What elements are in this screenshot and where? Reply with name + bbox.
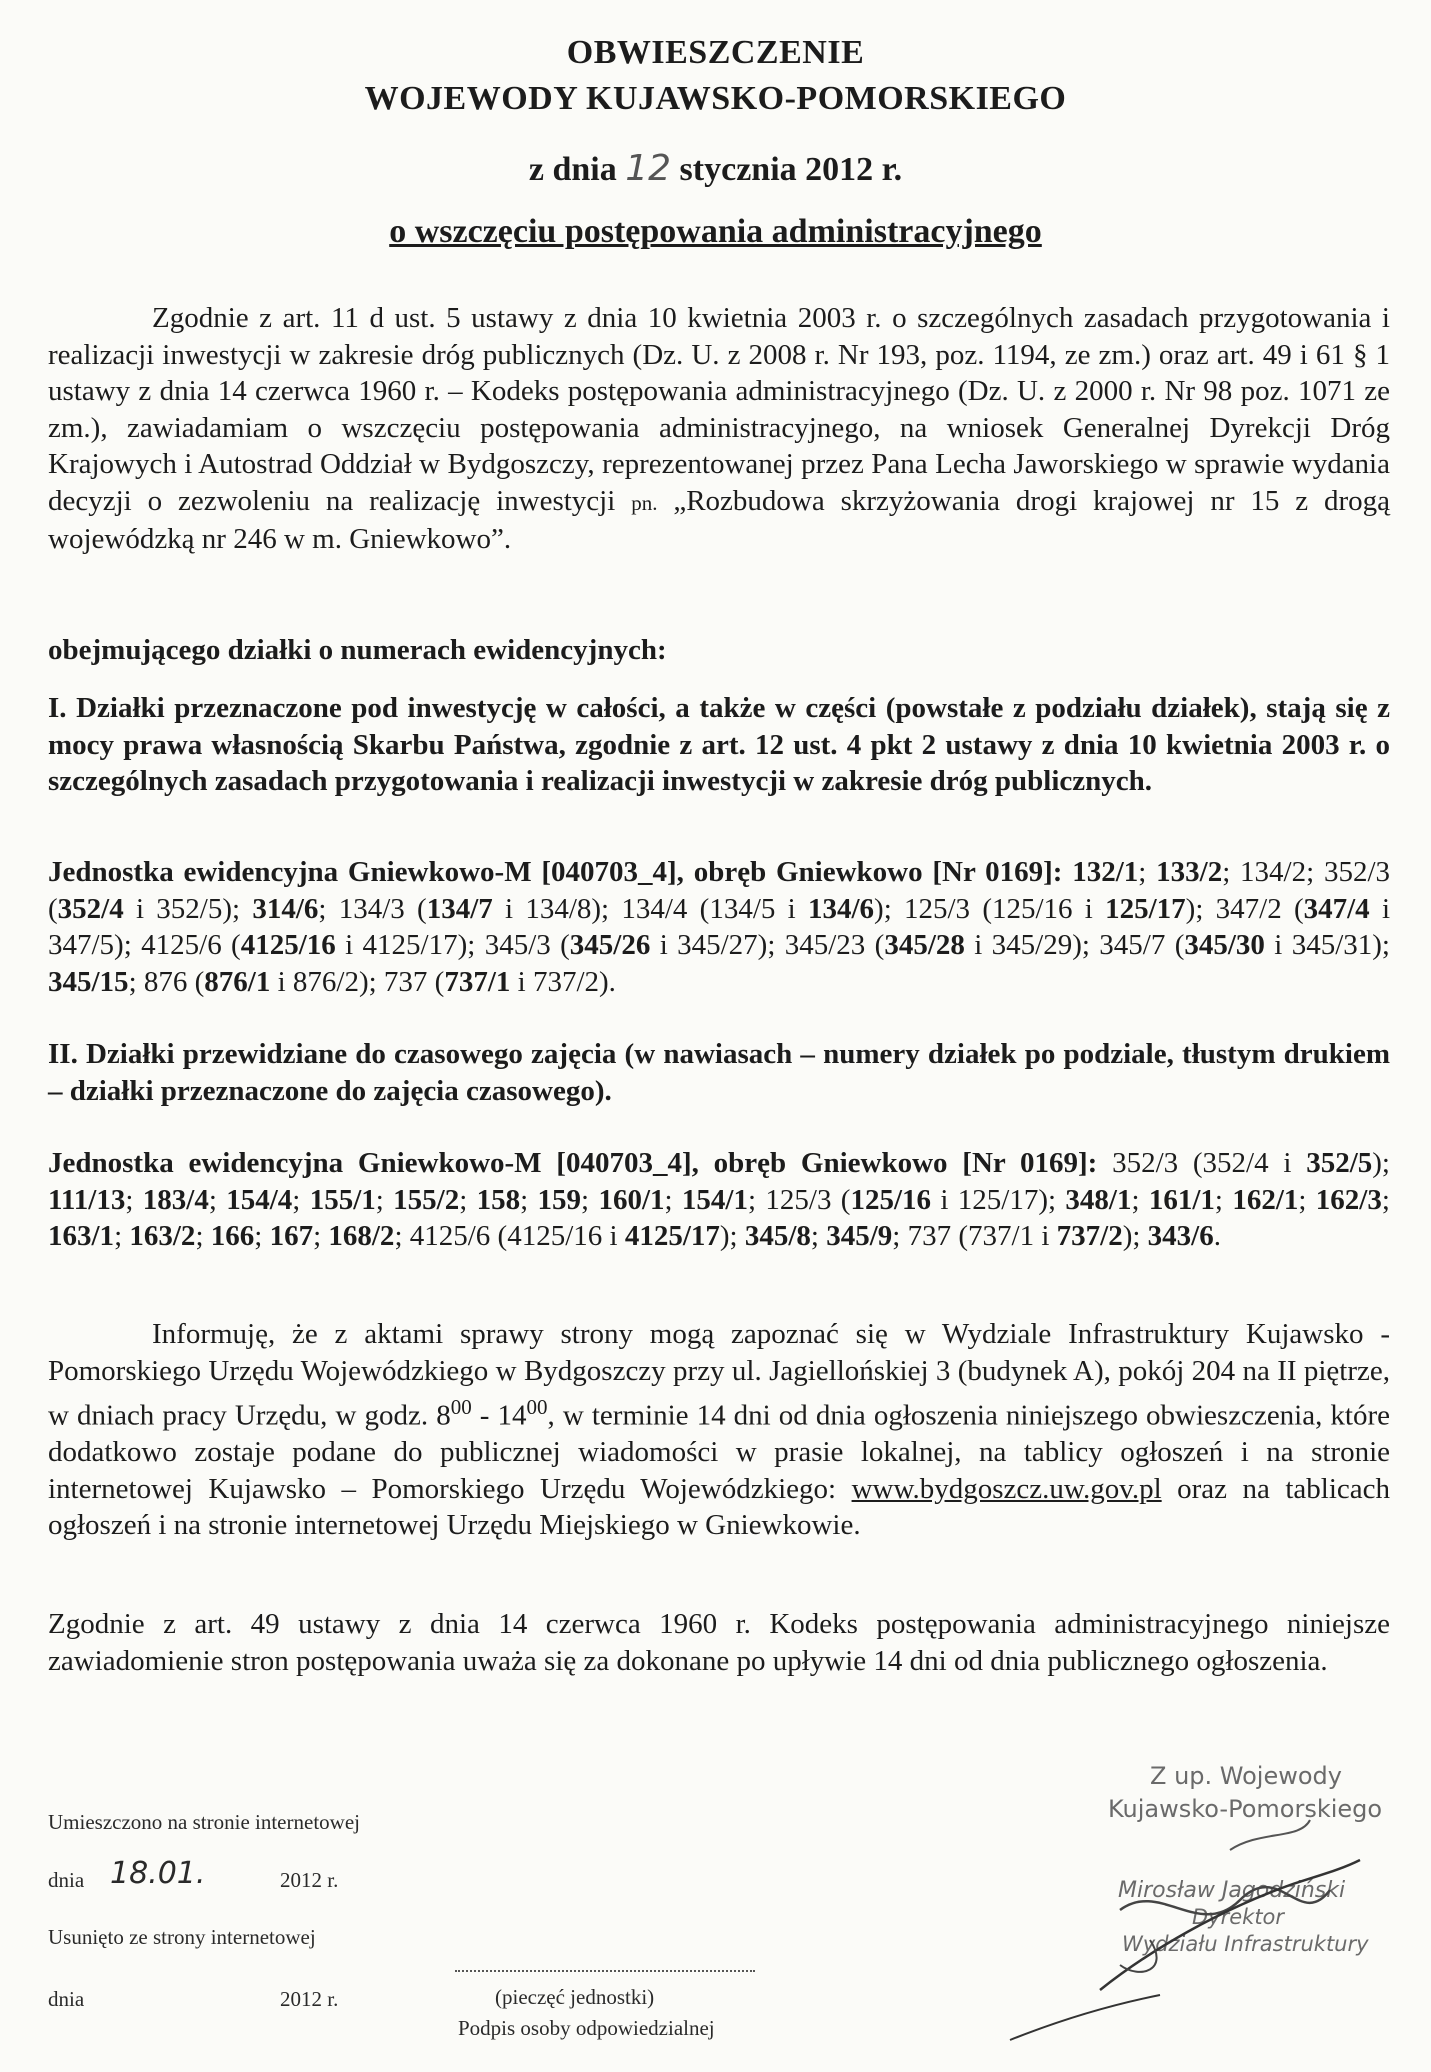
- parcel-text-fragment: );: [1372, 1147, 1390, 1179]
- parcel-text-fragment: i 345/27); 345/23 (: [650, 929, 885, 961]
- parcel-text-fragment: ;: [459, 1183, 477, 1216]
- parcel-text-fragment: Jednostka ewidencyjna Gniewkowo-M [040703_4], obręb Gniewkowo [Nr 0169]:: [48, 1147, 1098, 1179]
- handwritten-signature: [1000, 1790, 1400, 2050]
- placed-year: 2012 r.: [280, 1868, 339, 1892]
- parcel-text-fragment: ; 134/3 (: [318, 892, 427, 925]
- parcel-text-fragment: ;: [1138, 856, 1157, 888]
- parcel-text-fragment: ); 125/3 (125/16 i: [874, 892, 1106, 925]
- parcel-text-fragment: i 876/2); 737 (: [270, 965, 445, 998]
- signature-dotted-line: [455, 1970, 755, 1972]
- parcel-text-fragment: ; 876 (: [128, 965, 205, 998]
- placed-day-label: dnia: [48, 1868, 85, 1892]
- handwritten-day: 12: [625, 148, 672, 189]
- parcel-text-fragment: 345/30: [1184, 929, 1265, 961]
- parcel-text-fragment: ;: [1214, 1183, 1233, 1216]
- stamp-line-1: Z up. Wojewody: [1150, 1762, 1342, 1790]
- stamp-line-4: Dyrektor: [1192, 1905, 1285, 1929]
- parcel-text-fragment: 133/2: [1156, 856, 1223, 888]
- parcel-text-fragment: i 352/5);: [123, 892, 253, 925]
- parcel-text-fragment: 345/8: [744, 1220, 811, 1252]
- parcel-text-fragment: 352/4: [57, 892, 124, 925]
- parcel-text-fragment: ;: [1131, 1183, 1149, 1216]
- parcel-text-fragment: ;: [313, 1220, 329, 1252]
- removed-year: 2012 r.: [280, 1987, 339, 2011]
- section-2-heading: II. Działki przewidziane do czasowego zajęcia (w nawiasach – numery działek po podziale, tłustym drukiem – działki przeznaczone do zajęcia czasowego).: [48, 1038, 1390, 1107]
- parcel-text-fragment: 125/17: [1105, 892, 1186, 925]
- parcel-text-fragment: 4125/17: [624, 1220, 720, 1252]
- parcel-text-fragment: ; 4125/6 (4125/16 i: [394, 1220, 625, 1252]
- parcel-text-fragment: 162/1: [1232, 1183, 1299, 1216]
- parcel-text-fragment: 134/7: [426, 892, 493, 925]
- section-2-parcels: [48, 1145, 1390, 1255]
- parcel-text-fragment: 314/6: [252, 892, 319, 925]
- parcel-text-fragment: 876/1: [204, 965, 271, 998]
- parcel-text-fragment: 162/3: [1315, 1183, 1382, 1216]
- parcel-text-fragment: 168/2: [328, 1220, 395, 1252]
- parcel-text-fragment: 154/4: [226, 1183, 293, 1216]
- parcel-text-fragment: 4125/16: [240, 929, 336, 961]
- parcel-text-fragment: ;: [810, 1220, 827, 1252]
- parcel-text-fragment: 161/1: [1148, 1183, 1215, 1216]
- parcel-text-fragment: i 125/17);: [931, 1183, 1066, 1216]
- parcel-text-fragment: 134/6: [807, 892, 875, 925]
- removed-label: Usunięto ze strony internetowej: [48, 1925, 316, 1949]
- parcel-text-fragment: );: [719, 1220, 745, 1252]
- parcel-text-fragment: ; 125/3 (: [747, 1183, 851, 1216]
- parcel-text-fragment: ;: [1298, 1183, 1316, 1216]
- parcel-text-fragment: ;: [114, 1220, 130, 1252]
- parcel-text-fragment: 155/1: [309, 1183, 376, 1216]
- document-title: OBWIESZCZENIE: [566, 34, 865, 71]
- parcel-text-fragment: ;: [664, 1183, 682, 1216]
- parcel-text-fragment: 158: [476, 1183, 521, 1216]
- unit-stamp-label: (pieczęć jednostki): [495, 1985, 655, 2009]
- stamp-line-5: Wydziału Infrastruktury: [1122, 1932, 1369, 1956]
- parcel-text-fragment: 737/2: [1056, 1220, 1123, 1252]
- section-1-parcels: [48, 854, 1390, 1000]
- parcel-text-fragment: i 345/29); 345/7 (: [964, 929, 1185, 961]
- parcel-text-fragment: 347/4: [1303, 892, 1370, 925]
- parcel-text-fragment: ;: [195, 1220, 211, 1252]
- parcel-text-fragment: ;: [1381, 1183, 1390, 1216]
- placed-date-handwritten: 18.01.: [110, 1856, 206, 1891]
- website-link[interactable]: www.bydgoszcz.uw.gov.pl: [851, 1472, 1162, 1505]
- parcel-text-fragment: 343/6: [1147, 1220, 1214, 1252]
- parcel-text-fragment: ); 347/2 (: [1185, 892, 1304, 925]
- parcel-text-fragment: 163/1: [48, 1220, 115, 1252]
- issue-date: z dnia 12 stycznia 2012 r.: [528, 148, 903, 189]
- parcel-text-fragment: ;: [125, 1183, 143, 1216]
- placed-label: Umieszczono na stronie internetowej: [48, 1810, 360, 1834]
- parcel-text-fragment: );: [1122, 1220, 1148, 1252]
- parcels-heading: obejmującego działki o numerach ewidencyjnych:: [48, 634, 667, 666]
- parcel-text-fragment: 348/1: [1065, 1183, 1132, 1216]
- parcel-text-fragment: ;: [292, 1183, 310, 1216]
- final-paragraph: Zgodnie z art. 49 ustawy z dnia 14 czerwca 1960 r. Kodeks postępowania administracyjnego niniejsze zawiadomienie stron postępowania uważa się za dokonane po upływie 14 dni od dnia publicznego ogłoszenia.: [48, 1608, 1390, 1677]
- parcel-text-fragment: .: [1213, 1220, 1221, 1252]
- issuer-title: WOJEWODY KUJAWSKO-POMORSKIEGO: [364, 80, 1067, 117]
- parcel-text-fragment: 163/2: [129, 1220, 196, 1252]
- parcel-text-fragment: 737/1: [444, 965, 511, 998]
- parcel-text-fragment: ;: [520, 1183, 538, 1216]
- parcel-text-fragment: 155/2: [393, 1183, 460, 1216]
- parcel-text-fragment: 111/13: [48, 1183, 126, 1216]
- intro-paragraph: Zgodnie z art. 11 d ust. 5 ustawy z dnia 10 kwietnia 2003 r. o szczególnych zasadach przygotowania i realizacji inwestycji w zakresie dróg publicznych (Dz. U. z 2008 r. Nr 193, poz. 1194, ze zm.) oraz art. 49 i 61 § 1 ustawy z dnia 14 czerwca 1960 r. – Kodeks postępowania administracyjnego (Dz. U. z 2000 r. Nr 98 poz. 1071 ze zm.), zawiadamiam o wszczęciu postępowania administracyjnego, na wniosek Generalnej Dyrekcji Dróg Krajowych i Autostrad Oddział w Bydgoszczy, reprezentowanej przez Pana Lecha Jaworskiego w sprawie wydania decyzji o zezwoleniu na realizację inwestycji pn. „Rozbudowa skrzyżowania drogi krajowej nr 15 z drogą wojewódzką nr 246 w m. Gniewkowo”.: [48, 302, 1391, 555]
- parcel-text-fragment: 166: [210, 1220, 255, 1252]
- information-paragraph: Informuję, że z aktami sprawy strony mogą zapoznać się w Wydziale Infrastruktury Kujawsko - Pomorskiego Urzędu Wojewódzkiego w Bydgoszczy przy ul. Jagiellońskiej 3 (budynek A), pokój 204 na II piętrze, w dniach pracy Urzędu, w godz. $8^{00} - 14^{00}$, w terminie 14 dni od dnia ogłoszenia niniejszego obwieszczenia, które dodatkowo zostaje podane do publicznej wiadomości w prasie lokalnej, na tablicy ogłoszeń i na stronie internetowej Kujawsko – Pomorskiego Urzędu Wojewódzkiego: www.bydgoszcz.uw.gov.pl oraz na tablicach ogłoszeń i na stronie internetowej Urzędu Miejskiego w Gniewkowie.: [48, 1318, 1391, 1542]
- stamp-line-3: Mirosław Jagodziński: [1118, 1878, 1346, 1903]
- parcel-text-fragment: 183/4: [142, 1183, 209, 1216]
- parcel-text-fragment: 352/3 (352/4 i: [1097, 1147, 1307, 1179]
- parcel-text-fragment: 345/28: [884, 929, 965, 961]
- parcel-text-fragment: 125/16: [850, 1183, 932, 1216]
- parcel-text-fragment: 345/9: [826, 1220, 893, 1252]
- parcel-text-fragment: 167: [269, 1220, 314, 1252]
- parcel-text-fragment: ;: [254, 1220, 270, 1252]
- stamp-line-2: Kujawsko-Pomorskiego: [1108, 1795, 1383, 1823]
- subject-line: o wszczęciu postępowania administracyjnego: [389, 213, 1042, 250]
- parcel-text-fragment: 352/5: [1306, 1147, 1373, 1179]
- parcel-text-fragment: i 4125/17); 345/3 (: [335, 929, 570, 961]
- parcel-text-fragment: ;: [581, 1183, 599, 1216]
- parcel-text-fragment: i 134/8); 134/4 (134/5 i: [492, 892, 808, 925]
- parcel-text-fragment: 134/2; 352/3 (: [48, 856, 1391, 925]
- parcel-text-fragment: Jednostka ewidencyjna Gniewkowo-M [040703_4], obręb Gniewkowo [Nr 0169]: 132/1: [48, 856, 1139, 888]
- parcel-text-fragment: i 345/31);: [1264, 929, 1390, 961]
- parcel-text-fragment: i 347/5); 4125/6 (: [48, 892, 1391, 961]
- parcel-text-fragment: 345/15: [48, 965, 129, 998]
- parcel-text-fragment: 154/1: [681, 1183, 748, 1216]
- parcel-text-fragment: ;: [208, 1183, 227, 1216]
- parcel-text-fragment: 159: [537, 1183, 582, 1216]
- parcel-text-fragment: 345/26: [569, 929, 651, 961]
- parcel-text-fragment: i 737/2).: [510, 965, 616, 998]
- parcel-text-fragment: ; 737 (737/1 i: [892, 1220, 1057, 1252]
- parcel-text-fragment: ;: [1222, 856, 1231, 888]
- signature-label: Podpis osoby odpowiedzialnej: [458, 2016, 715, 2040]
- removed-day-label: dnia: [48, 1987, 85, 2011]
- parcel-text-fragment: 160/1: [598, 1183, 665, 1216]
- section-1-heading: I. Działki przeznaczone pod inwestycję w całości, a także w części (powstałe z podziału działek), stają się z mocy prawa własnością Skarbu Państwa, zgodnie z art. 12 ust. 4 pkt 2 ustawy z dnia 10 kwietnia 2003 r. o szczególnych zasadach przygotowania i realizacji inwestycji w zakresie dróg publicznych.: [48, 692, 1390, 797]
- parcel-text-fragment: ;: [375, 1183, 394, 1216]
